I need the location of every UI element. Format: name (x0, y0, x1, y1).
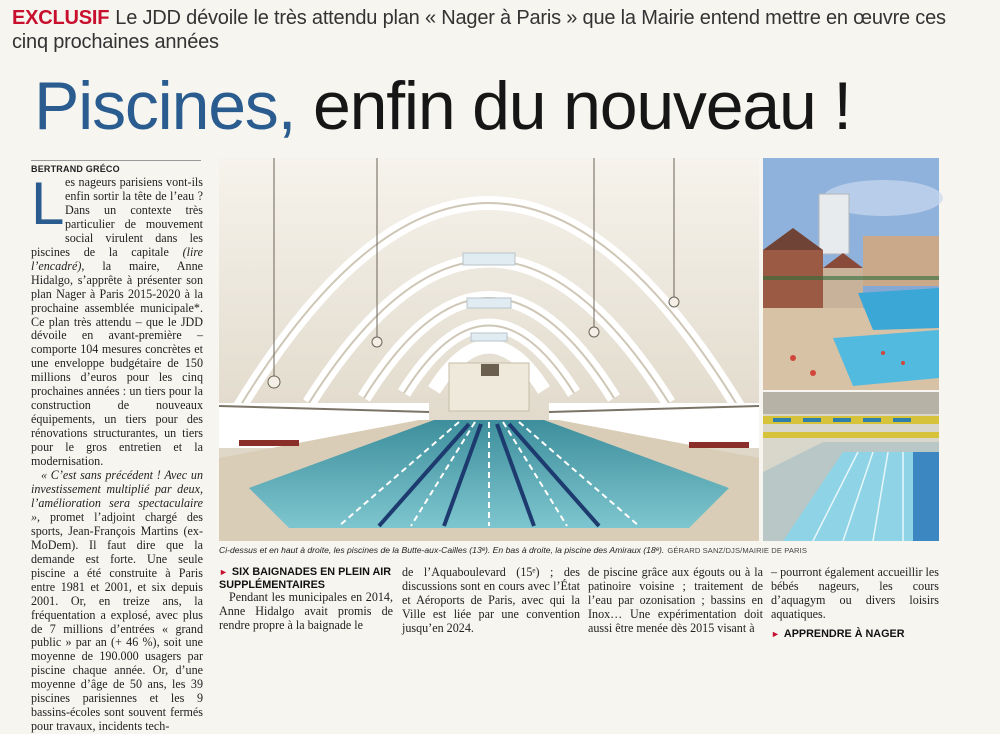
headline-rest: enfin du nouveau ! (295, 68, 851, 144)
triangle-marker-icon: ► (219, 567, 228, 577)
article-p1-em: (lire l’encadré) (31, 244, 203, 273)
sidebar-1-title-text: SIX BAIGNADES EN PLEIN AIR SUPPLÉMENTAIRES (219, 566, 392, 591)
photo-amiraux-pool (763, 392, 939, 541)
column-5-text: – pourront également accueillir les bébés nageurs, les cours d’aquagym ou divers loisirs aquatiques. (771, 565, 939, 621)
sidebar-1-title (219, 566, 393, 591)
column-3-text: de l’Aquaboulevard (15ᵉ) ; des discussions sont en cours avec l’État et Aéroports de Paris, avec qui la Ville est liée par une convention jusqu’en 2024. (402, 565, 580, 635)
photo-credit: GÉRARD SANZ/DJS/MAIRIE DE PARIS (667, 546, 807, 555)
photo-caption (219, 545, 959, 556)
photo-outdoor-pool (763, 158, 939, 390)
caption-text: Ci-dessus et en haut à droite, les piscines de la Butte-aux-Cailles (13ᵉ). En bas à droite, la piscine des Amiraux (18ᵉ). (219, 545, 665, 555)
article-p2: , promet l’adjoint chargé des sports, Jean-François Martins (ex-MoDem). Il faut dire que la demande est forte. Une seule piscine a été construite à Paris entre 1981 et 2001, et six depuis 2001. Or, en treize ans, la fréquentation a explosé, avec plus de 7 millions d’entrées « grand public » par an (+ 46 %), soit une moyenne de 190.000 usagers par piscine chaque année. Or, d’une moyenne d’âge de 50 ans, les 39 piscines parisiennes et les 9 bassins-écoles sont souvent fermés pour travaux, incidents tech- (31, 509, 203, 734)
column-4-text: de piscine grâce aux égouts ou à la patinoire voisine ; traitement de l’eau par ozonisation ; bassins en Inox… Une expérimentation doit aussi être menée dès 2015 visant à (588, 565, 763, 635)
sidebar-1-text: Pendant les municipales en 2014, Anne Hidalgo avait promis de rendre propre à la baignade le (219, 590, 393, 632)
article-quote: « C’est sans précédent ! Avec un investissement multiplié par deux, l’amélioration sera spectaculaire » (31, 468, 203, 524)
article-p1: es nageurs parisiens vont-ils enfin sortir la tête de l’eau ? Dans un contexte très particulier de mouvement social virulent dans les piscines de la capitale (31, 175, 203, 259)
column-5 (771, 566, 939, 640)
headline (34, 70, 994, 142)
byline: BERTRAND GRÉCO (31, 160, 201, 174)
sidebar-2-title-text: APPRENDRE À NAGER (783, 627, 905, 640)
main-photo-indoor-pool (219, 158, 759, 541)
article-p1b: , la maire, Anne Hidalgo, s’apprête à présenter son plan Nager à Paris 2015-2020 à la prochaine assemblée municipale*. Ce plan très attendu – que le JDD dévoile en avant-première – comporte 104 mesures concrètes et une enveloppe budgétaire de 150 millions d’euros pour les cinq prochaines années : un tiers pour la construction de nouveaux équipements, un tiers pour des rénovations structurantes, un tiers pour le gros entretien et la modernisation. (31, 258, 203, 469)
article-column (31, 170, 203, 734)
triangle-marker-icon: ► (771, 628, 780, 639)
sidebar-2-title (771, 628, 939, 641)
kicker-text: Le JDD dévoile le très attendu plan « Nager à Paris » que la Mairie entend mettre en œuvre ces cinq prochaines années (12, 7, 946, 53)
headline-accent: Piscines, (34, 68, 296, 144)
kicker-tag: EXCLUSIF (12, 7, 110, 29)
sidebar-box-1 (219, 566, 393, 633)
kicker (12, 6, 987, 54)
dropcap: L (31, 170, 65, 237)
